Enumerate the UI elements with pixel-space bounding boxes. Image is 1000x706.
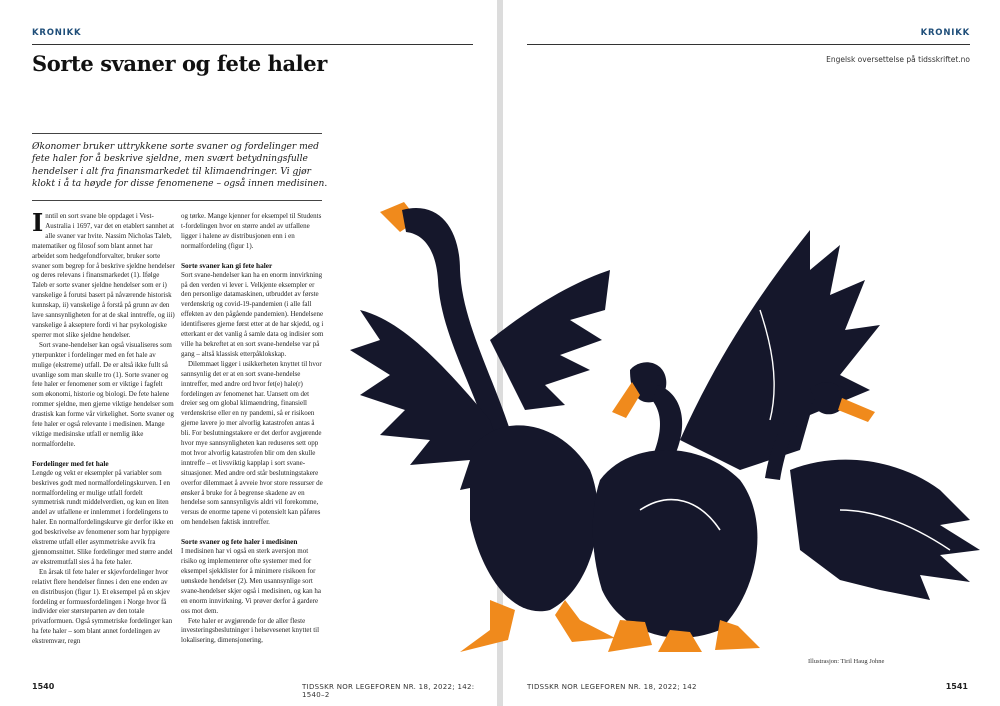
paragraph: I medisinen har vi også en sterk aversjon mot risiko og implementerer ofte systemer med for eksempel sjekklister for å minimere risikoen for uønskede hendelser (2). Men usannsynlige sort svane-hendelser skjer også i medisinen, og kan ha en enorm innvirkning. Vi prøver derfor å gardere oss mot dem. [181,547,321,615]
translation-note: Engelsk oversettelse på tidsskriftet.no [826,55,970,64]
swan-illustration [340,190,1000,670]
swan-left [350,202,615,652]
paragraph: Fete haler er avgjørende for de aller fleste investeringsbeslutninger i helsevesenet knyttet til lokalisering, dimensjonering, [181,616,320,645]
subheading: Sorte svaner kan gi fete haler [181,260,273,270]
swan-beak [838,398,875,422]
page-number: 1540 [32,682,55,691]
swan-foot [608,620,652,652]
swan-foot [460,600,515,652]
drop-cap: I [32,212,44,237]
section-label: KRONIKK [32,28,82,38]
lede-rule-bottom [32,200,322,201]
journal-footer: TIDSSKR NOR LEGEFOREN NR. 18, 2022; 142 [527,683,697,691]
subheading: Sorte svaner og fete haler i medisinen [181,537,298,547]
paragraph: nntil en sort svane ble oppdaget i Vest-Australia i 1697, var det en etablert sannhet at alle svaner var hvite. Nassim Nicholas Taleb, matematiker og filosof som blant annet har arbeidet som hedgefondforvalter, bruker sorte svaner som begrep for å beskrive sjeldne hendelser og deres relevans i finansmarkedet (1). Ifølge Taleb er sorte svaner sjeldne hendelser som er i) vanskelige å forutsi basert på nåværende historisk kunnskap, ii) vanskelige å forstå på grunn av den lave sannsynligheten for at de skal inntreffe, og iii) vanskelige å akseptere fordi vi har psykologiske sperrer mot slike sjeldne hendelser. [32,212,175,339]
subheading: Fordelinger med fet hale [32,458,109,468]
paragraph: Sort svane-hendelser kan også visualiseres som ytterpunkter i fordelinger med en fet hale av mulige (ekstreme) utfall. De er altså ikke fullt så uvanlige som man skulle tro (1). Sorte svaner og fete haler er fenomener som er viktige i fagfelt som økonomi, historie og biologi. De fete halene rommer sjeldne, men gjerne viktige hendelser som drastisk kan forme vår virkelighet. Sorte svaner og fete haler er også relevante i medisinen. Mange viktige medisinske utfall er nemlig ikke normalfordelte. [32,340,174,448]
illustration-credit: Illustrasjon: Tiril Haug Johne [808,658,885,665]
article-lede: Økonomer bruker uttrykkene sorte svaner og fordelinger med fete haler for å beskrive sjeldne, men svært betydningsfulle hendelser i alt fra finansmarkedet til klimaendringer. Vi gjør klokt i å ta høyde for disse fenomenene – også innen medisinen. [32,142,328,190]
header-rule [527,44,970,45]
swan-foot [555,600,615,642]
paragraph: Sort svane-hendelser kan ha en enorm innvirkning på den verden vi lever i. Velkjente eksempler er den personlige datamaskinen, utbruddet av første verdenskrig og covid-19-pandemien (i alle fall effekten av den pågående pandemien). Hendelsene identifiseres gjerne først etter at de har skjedd, og i etterkant er det vanlig å samle data og indisier som ville ha bekreftet at en sort svane-hendelse var på gang – altså klassisk etterpåklokskap. [181,270,324,358]
paragraph: og tørke. Mange kjenner for eksempel til Students t-fordelingen hvor en større andel av utfallene ligger i halene av distribusjonen enn i en normalfordeling (figur 1). [181,212,322,250]
swan-center [593,230,880,652]
paragraph: Dilemmaet ligger i usikkerheten knyttet til hvor sannsynlig det er at en sort svane-hendelse inntreffer, med andre ord hvor fet(e) hale(r) fordelingen av fenomenet har. Uansett om det dreier seg om global klimaendring, finansiell verdenskrise eller en ny pandemi, så er risikoen gjerne lavere jo mer alvorlig katastrofen antas å bli. For beslutningstakere er det derfor avgjørende hvor mye sannsynligheten kan reduseres sett opp mot hvor alvorlig katastrofen blir om den skulle inntreffe – et livsviktig kapplap i sort svane-situasjoner. Med andre ord står beslutningstakere overfor dilemmaet å avveie hvor store ressurser de ønsker å bruke for å begrense skadene av en hendelse som sannsynligvis aldri vil forekomme, versus de enorme tapene vi potensielt kan påføres om hendelsen faktisk inntreffer. [181,359,323,527]
header-rule [32,44,473,45]
swan-right [765,382,980,600]
section-label: KRONIKK [920,28,970,38]
lede-rule-top [32,133,322,134]
paragraph: En årsak til fete haler er skjevfordelinger hvor relativt flere hendelser finnes i den ene enden av en distribusjon (figur 1). Et eksempel på en skjev fordeling er formuesfordelingen i Norge hvor få individer eier størsteparten av den totale privatformuen. Også symmetriske fordelinger kan ha fete haler – som blant annet fordelingen av ekstremvær, regn [32,567,173,646]
journal-footer: TIDSSKR NOR LEGEFOREN NR. 18, 2022; 142: 1540–2 [302,683,475,699]
swan-wing [790,460,980,600]
swan-body [470,425,598,611]
swan-wing [490,270,610,410]
swan-foot [715,620,760,650]
paragraph: Lengde og vekt er eksempler på variabler som beskrives godt med normalfordelingskurven. I en normalfordeling er mulige utfall fordelt symmetrisk rundt middelverdien, og kun en liten andel av utfallene er innlemmet i fordelingens to haler. En normalfordelingskurve gir derfor ikke en god beskrivelse av fenomener som har hyppigere ekstreme utfall eller asymmetriske avvik fra gjennomsnittet. Slike fordelinger med større andel av ekstremutfall sies å ha fete haler. [32,468,174,566]
text-column-1 [32,212,175,668]
page-number: 1541 [945,682,968,691]
text-column-2 [181,212,324,668]
swan-body [593,450,758,638]
article-title: Sorte svaner og fete haler [32,51,327,76]
